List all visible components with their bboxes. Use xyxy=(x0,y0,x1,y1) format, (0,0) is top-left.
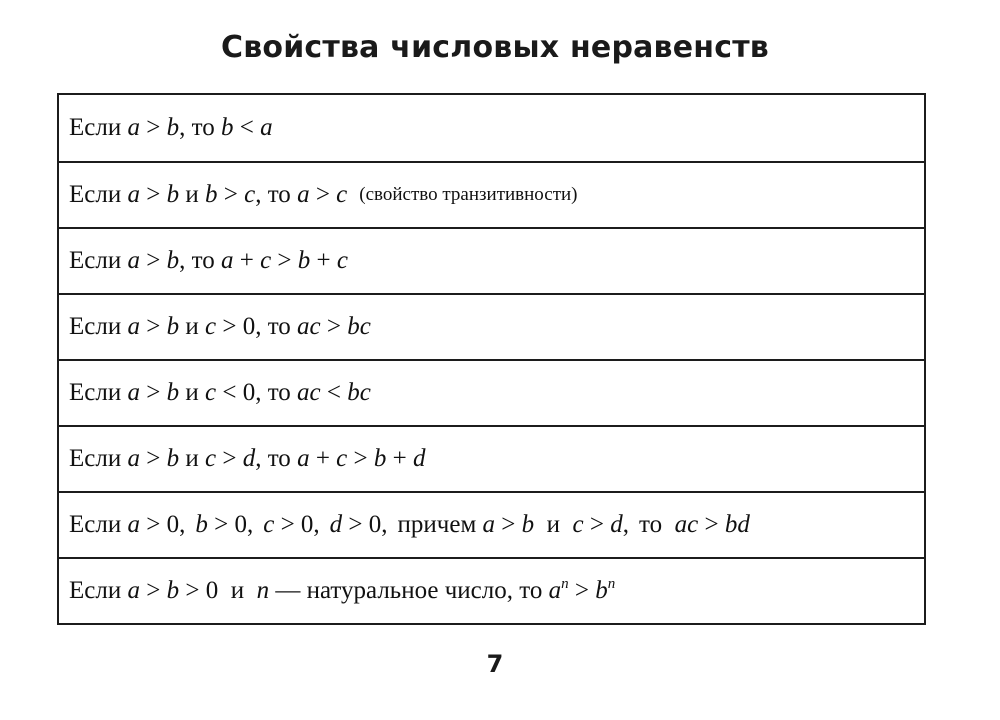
table-row: Если a > b и c > d, то a + c > b + d xyxy=(59,425,924,491)
table-row: Если a > b > 0 и n — натуральное число, то $a^n > b^n$ xyxy=(59,557,924,623)
table-row: Если a > b и c > 0, то ac > bc xyxy=(59,293,924,359)
transitivity-note: (свойство транзитивности) xyxy=(359,184,578,205)
table-row: Если a > b, то a + c > b + c xyxy=(59,227,924,293)
table-row: Если a > b и c < 0, то ac < bc xyxy=(59,359,924,425)
properties-table xyxy=(57,93,926,625)
page-title: Свойства числовых неравенств xyxy=(221,30,769,65)
page-number: 7 xyxy=(486,650,504,678)
table-row: Если a > b и b > c, то a > c (свойство транзитивности) xyxy=(59,161,924,227)
table-row: Если a > 0, b > 0, c > 0, d > 0, причем a > b и c > d, то ac > bd xyxy=(59,491,924,557)
table-row: Если a > b, то b < a xyxy=(69,114,273,141)
